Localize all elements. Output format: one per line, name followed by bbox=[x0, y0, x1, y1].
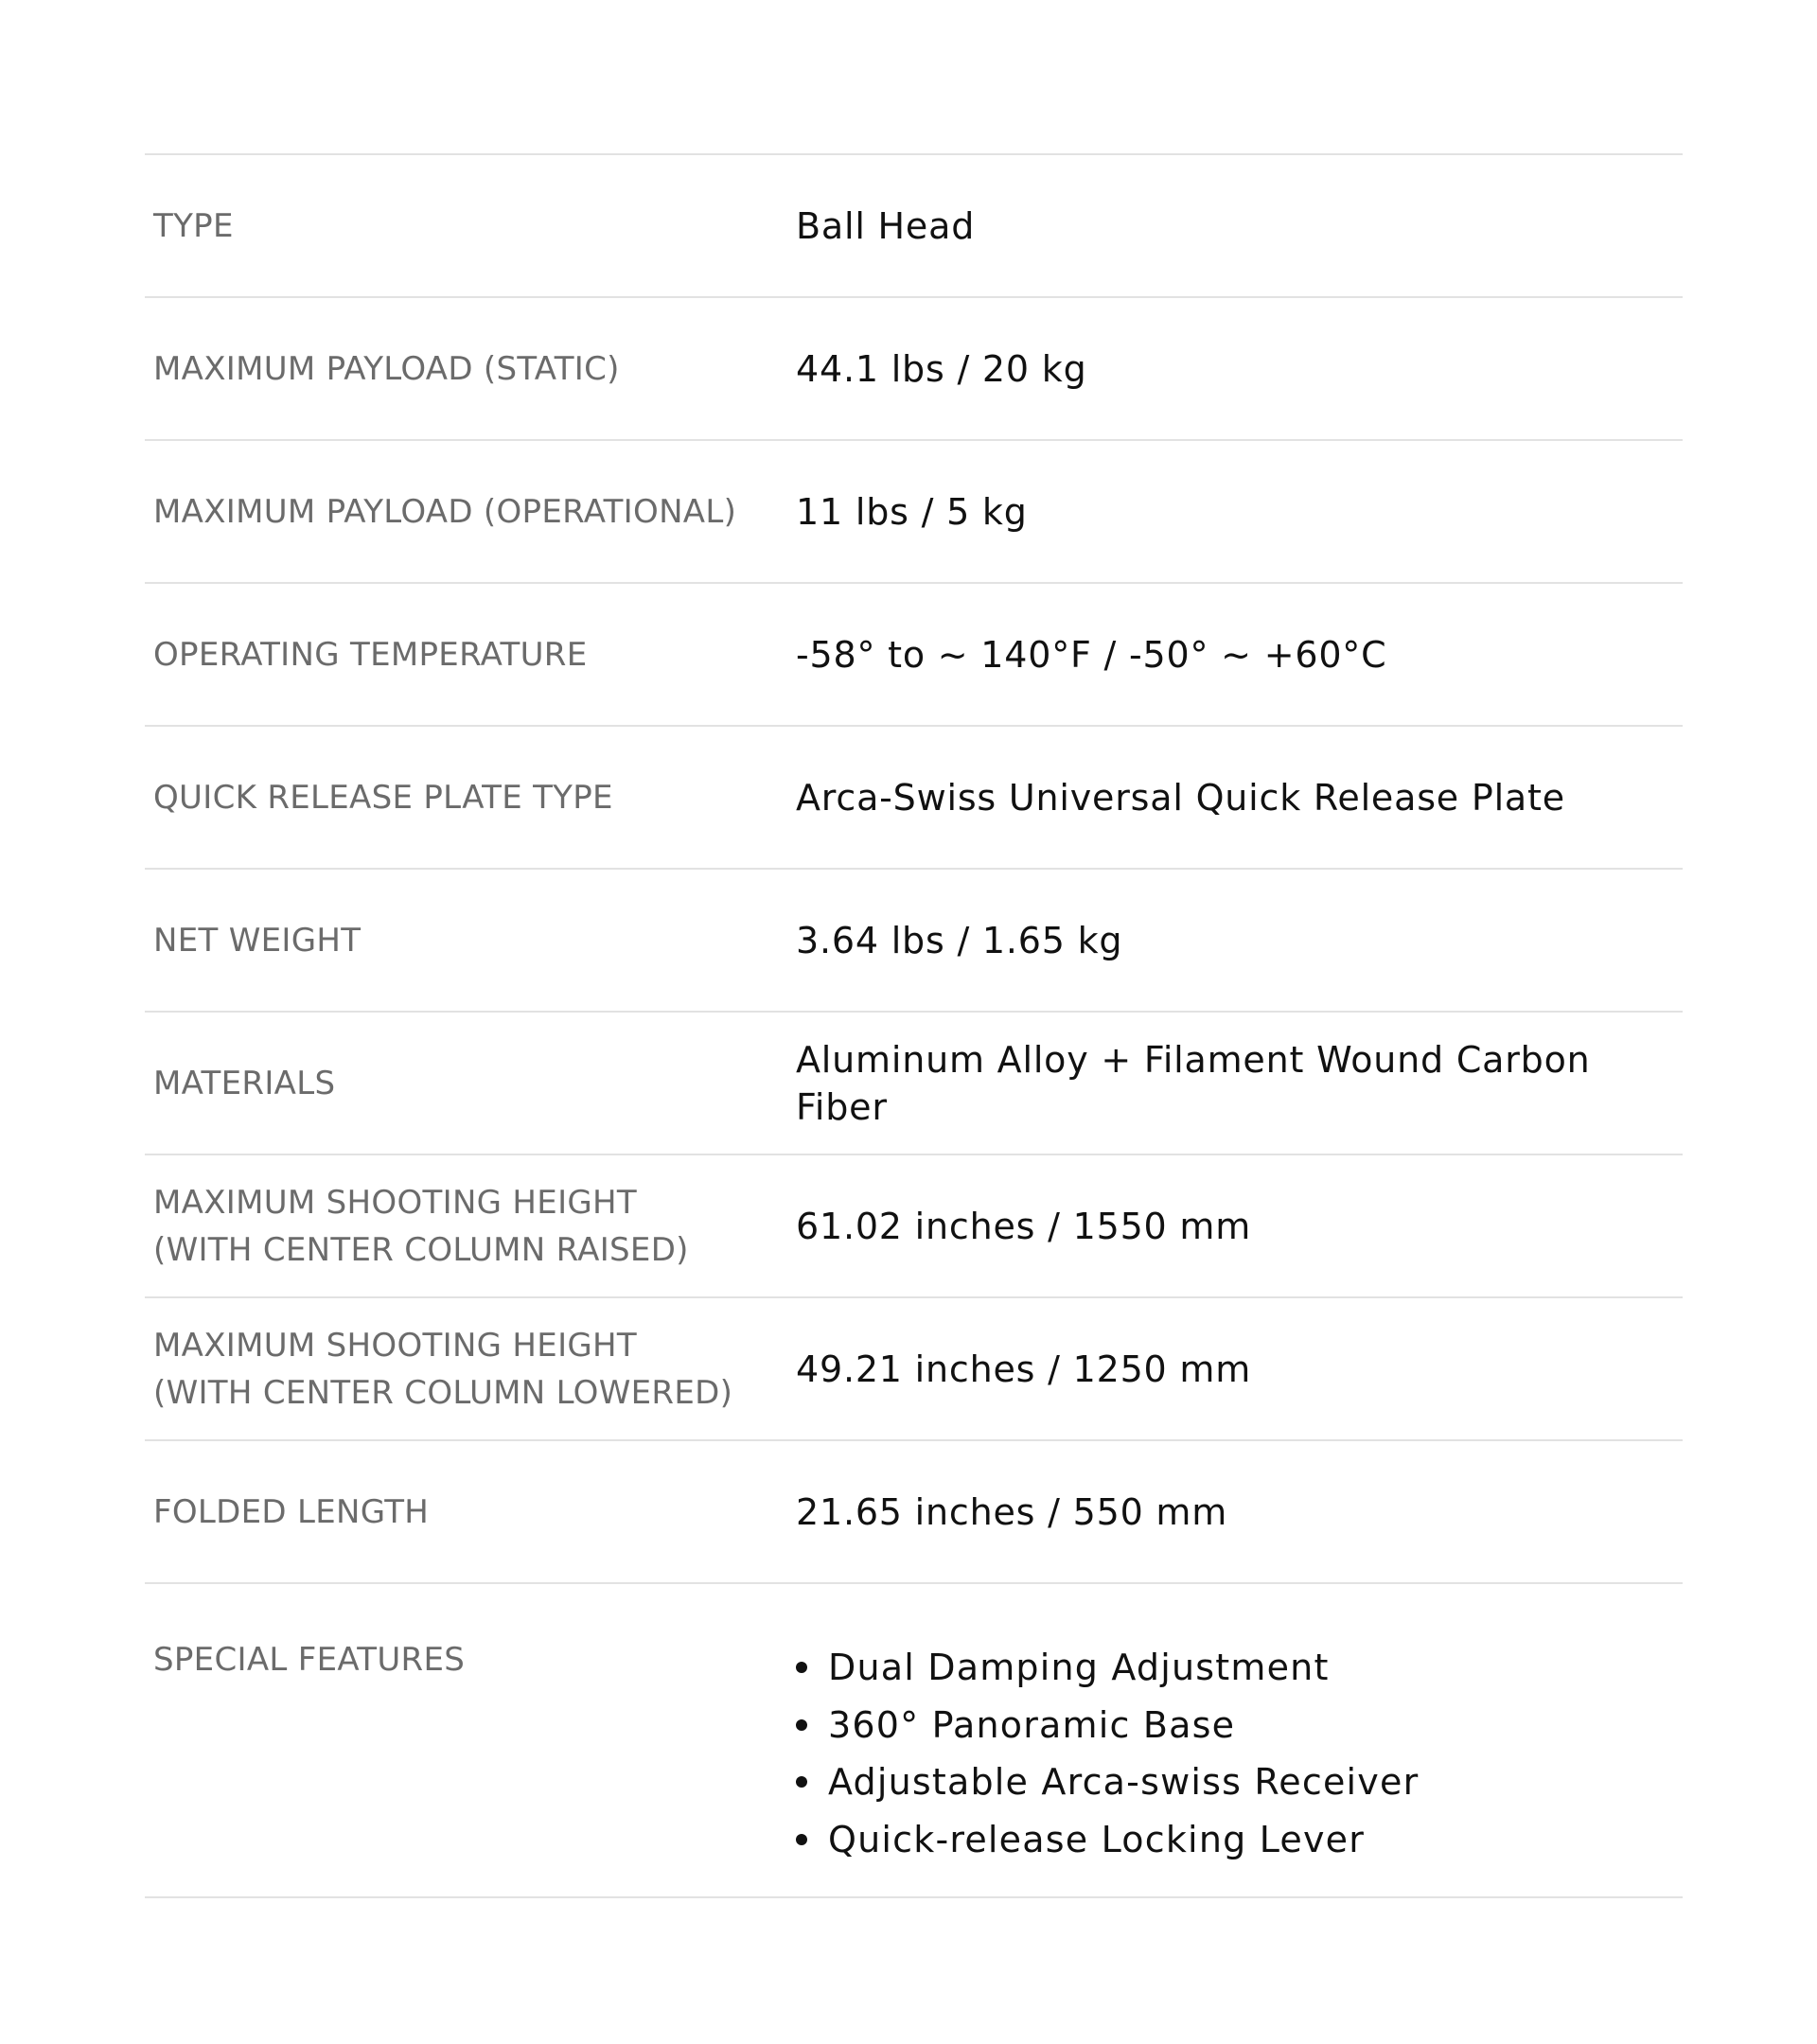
bullet-icon bbox=[796, 1662, 807, 1673]
spec-label bbox=[145, 1298, 796, 1439]
spec-row-max-payload-static bbox=[145, 298, 1683, 441]
spec-value: 49.21 inches / 1250 mm bbox=[796, 1348, 1252, 1390]
list-item bbox=[796, 1639, 1419, 1697]
spec-row-quick-release-plate-type bbox=[145, 727, 1683, 870]
feature-text: Dual Damping Adjustment bbox=[828, 1647, 1330, 1689]
spec-table bbox=[145, 153, 1683, 1898]
spec-label-line: (WITH CENTER COLUMN LOWERED) bbox=[153, 1373, 733, 1412]
feature-text: 360° Panoramic Base bbox=[828, 1703, 1236, 1746]
spec-row-special-features bbox=[145, 1584, 1683, 1898]
spec-label bbox=[145, 1155, 796, 1296]
feature-text: Adjustable Arca-swiss Receiver bbox=[828, 1761, 1420, 1804]
spec-row-folded-length bbox=[145, 1441, 1683, 1584]
spec-value: 11 lbs / 5 kg bbox=[796, 490, 1028, 533]
spec-row-type bbox=[145, 155, 1683, 298]
spec-label: NET WEIGHT bbox=[153, 921, 362, 960]
spec-value: 44.1 lbs / 20 kg bbox=[796, 347, 1087, 390]
spec-label: QUICK RELEASE PLATE TYPE bbox=[153, 778, 613, 817]
spec-row-materials bbox=[145, 1013, 1683, 1155]
list-item bbox=[796, 1753, 1419, 1811]
spec-value: -58° to ~ 140°F / -50° ~ +60°C bbox=[796, 633, 1387, 676]
spec-label: SPECIAL FEATURES bbox=[153, 1641, 466, 1679]
spec-label-line: MAXIMUM SHOOTING HEIGHT bbox=[153, 1326, 637, 1365]
spec-row-max-payload-operational bbox=[145, 441, 1683, 584]
list-item bbox=[796, 1697, 1419, 1754]
bullet-icon bbox=[796, 1719, 807, 1731]
list-item bbox=[796, 1811, 1419, 1869]
spec-value: 61.02 inches / 1550 mm bbox=[796, 1205, 1252, 1247]
spec-value: 3.64 lbs / 1.65 kg bbox=[796, 919, 1123, 961]
feature-text: Quick-release Locking Lever bbox=[828, 1818, 1366, 1860]
spec-row-operating-temperature bbox=[145, 584, 1683, 727]
spec-value: Ball Head bbox=[796, 204, 976, 247]
spec-value: Arca-Swiss Universal Quick Release Plate bbox=[796, 776, 1565, 819]
spec-label: MAXIMUM PAYLOAD (STATIC) bbox=[153, 349, 620, 388]
feature-list bbox=[796, 1639, 1419, 1868]
spec-label: FOLDED LENGTH bbox=[153, 1492, 430, 1531]
spec-label: TYPE bbox=[153, 206, 234, 245]
spec-row-max-height-raised bbox=[145, 1155, 1683, 1298]
spec-row-net-weight bbox=[145, 870, 1683, 1013]
spec-label-line: (WITH CENTER COLUMN RAISED) bbox=[153, 1230, 689, 1269]
spec-value bbox=[796, 1584, 1683, 1896]
spec-value: 21.65 inches / 550 mm bbox=[796, 1490, 1228, 1533]
spec-label: OPERATING TEMPERATURE bbox=[153, 635, 588, 674]
spec-row-max-height-lowered bbox=[145, 1298, 1683, 1441]
spec-label: MAXIMUM PAYLOAD (OPERATIONAL) bbox=[153, 492, 737, 531]
spec-label-line: MAXIMUM SHOOTING HEIGHT bbox=[153, 1183, 637, 1222]
spec-label: MATERIALS bbox=[153, 1064, 336, 1102]
spec-value: Aluminum Alloy + Filament Wound Carbon Fiber bbox=[796, 1038, 1591, 1128]
bullet-icon bbox=[796, 1776, 807, 1788]
bullet-icon bbox=[796, 1834, 807, 1845]
